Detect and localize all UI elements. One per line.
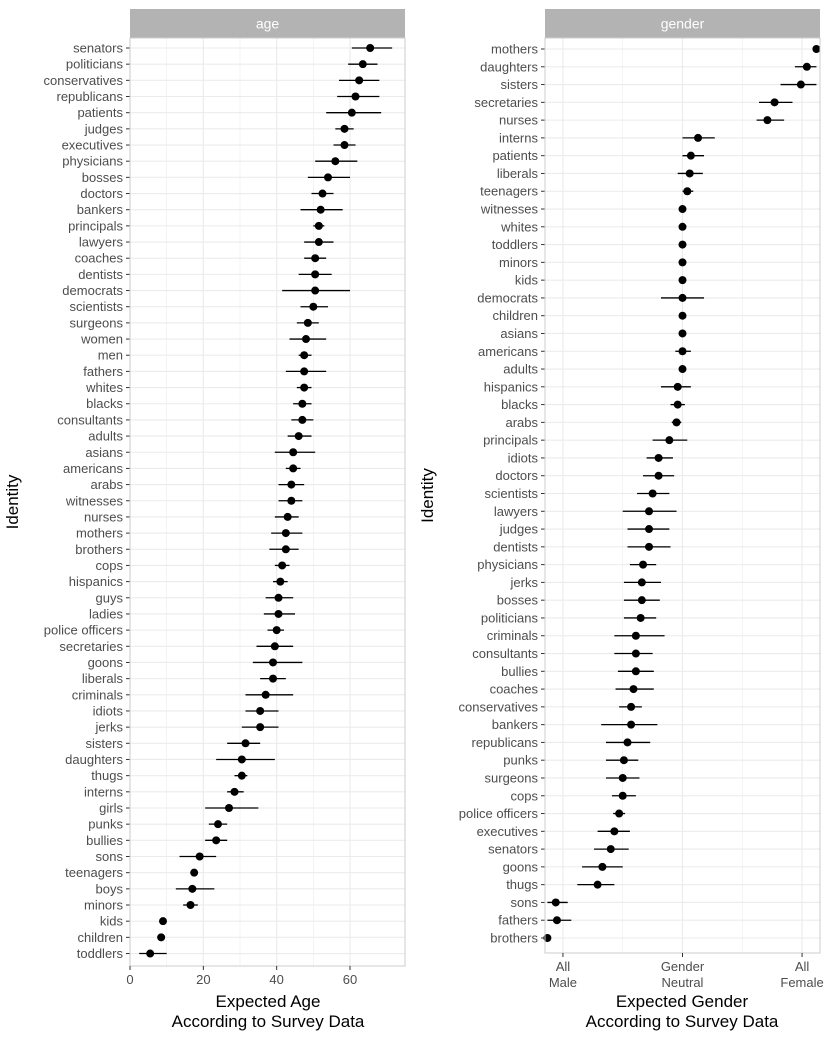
data-point (300, 384, 308, 392)
y-tick-label: girls (99, 800, 123, 816)
y-axis-title: Identity (418, 468, 437, 523)
y-tick-label: bankers (491, 717, 538, 733)
data-point (366, 44, 374, 52)
y-tick-label: republicans (471, 734, 538, 750)
data-point (315, 222, 323, 230)
y-tick-label: blacks (501, 397, 538, 413)
y-tick-label: politicians (480, 610, 538, 626)
data-point (188, 885, 196, 893)
y-tick-label: liberals (496, 165, 538, 181)
y-tick-label: bosses (81, 169, 123, 185)
data-point (797, 81, 805, 89)
y-tick-label: jerks (510, 574, 538, 590)
y-tick-label: fathers (83, 363, 123, 379)
data-point (679, 258, 687, 266)
data-point (146, 950, 154, 958)
y-tick-label: scientists (484, 486, 538, 501)
y-tick-label: teenagers (65, 865, 123, 881)
data-point (639, 561, 647, 569)
y-tick-label: mothers (76, 525, 123, 541)
y-tick-label: whites (86, 380, 123, 396)
data-point (632, 650, 640, 658)
y-tick-label: patients (492, 148, 538, 164)
data-point (620, 756, 628, 764)
data-point (619, 774, 627, 782)
data-point (317, 206, 325, 214)
y-tick-label: police officers (458, 806, 538, 822)
y-tick-label: surgeons (69, 315, 123, 331)
y-tick-label: physicians (477, 557, 538, 573)
strip-label: age (255, 15, 280, 32)
data-point (679, 294, 687, 302)
y-tick-label: secretaries (59, 638, 123, 654)
y-tick-label: executives (476, 823, 538, 839)
y-tick-label: idiots (507, 450, 538, 466)
data-point (275, 610, 283, 618)
data-point (679, 347, 687, 355)
data-point (686, 169, 694, 177)
y-tick-label: criminals (71, 687, 123, 703)
data-point (673, 418, 681, 426)
data-point (275, 594, 283, 602)
x-tick-label: Gender Neutral (660, 959, 705, 990)
data-point (225, 804, 233, 812)
y-tick-label: witnesses (65, 493, 123, 509)
y-tick-label: punks (88, 816, 123, 832)
y-tick-label: sons (95, 849, 123, 864)
y-tick-label: boys (95, 881, 123, 897)
data-point (298, 416, 306, 424)
x-tick-label: 40 (269, 972, 284, 987)
data-point (645, 525, 653, 533)
data-point (331, 157, 339, 165)
panel-gender (418, 9, 824, 1031)
y-tick-label: patients (77, 105, 123, 121)
data-point (309, 303, 317, 311)
y-tick-label: executives (61, 137, 123, 153)
data-point (598, 863, 606, 871)
data-point (256, 723, 264, 731)
data-point (694, 134, 702, 142)
y-tick-label: kids (99, 913, 123, 929)
y-tick-label: consultants (472, 646, 538, 662)
y-tick-label: goons (502, 859, 538, 875)
y-tick-label: interns (83, 784, 123, 800)
y-tick-label: punks (503, 752, 538, 768)
data-point (298, 400, 306, 408)
data-point (269, 675, 277, 683)
x-tick-label: 20 (196, 972, 211, 987)
data-point (637, 614, 645, 622)
y-tick-label: interns (498, 130, 538, 146)
data-point (352, 93, 360, 101)
data-point (311, 270, 319, 278)
data-point (594, 881, 602, 889)
data-point (302, 335, 310, 343)
y-tick-label: doctors (495, 468, 538, 484)
data-point (665, 436, 673, 444)
data-point (341, 125, 349, 133)
y-tick-label: witnesses (480, 201, 538, 217)
y-tick-label: arabs (505, 414, 538, 430)
y-tick-label: principals (68, 218, 123, 234)
y-tick-label: conservatives (458, 699, 538, 715)
y-tick-label: daughters (65, 751, 123, 767)
y-tick-label: brothers (75, 541, 123, 557)
x-axis-title: Expected Age According to Survey Data (171, 992, 365, 1031)
y-tick-label: sisters (85, 735, 123, 751)
x-tick-label: 0 (126, 972, 134, 987)
data-point (276, 578, 284, 586)
y-tick-label: politicians (65, 56, 123, 72)
data-point (679, 205, 687, 213)
y-tick-label: doctors (80, 186, 123, 202)
y-tick-label: conservatives (43, 72, 123, 88)
data-point (256, 707, 264, 715)
data-point (278, 561, 286, 569)
y-tick-label: scientists (69, 299, 123, 315)
y-tick-label: sisters (500, 77, 538, 93)
y-tick-label: senators (73, 40, 123, 56)
data-point (289, 464, 297, 472)
data-point (231, 788, 239, 796)
data-point (341, 141, 349, 149)
data-point (674, 383, 682, 391)
y-tick-label: children (492, 308, 538, 324)
data-point (315, 238, 323, 246)
data-point (803, 63, 811, 71)
y-tick-label: whites (501, 219, 538, 235)
data-point (638, 596, 646, 604)
y-tick-label: toddlers (491, 237, 538, 253)
y-tick-label: physicians (62, 153, 123, 169)
y-tick-label: lawyers (78, 234, 123, 250)
data-point (552, 898, 560, 906)
x-axis-title: Expected Gender According to Survey Data (585, 992, 779, 1031)
y-tick-label: teenagers (480, 183, 538, 199)
data-point (355, 76, 363, 84)
y-tick-label: consultants (57, 412, 123, 428)
data-point (196, 853, 204, 861)
y-tick-label: thugs (506, 877, 538, 893)
data-point (763, 116, 771, 124)
data-point (645, 543, 653, 551)
y-tick-label: ladies (89, 606, 123, 622)
y-tick-label: bosses (496, 592, 538, 608)
data-point (615, 810, 623, 818)
data-point (632, 667, 640, 675)
data-point (638, 578, 646, 586)
y-tick-label: coaches (74, 250, 123, 266)
data-point (190, 869, 198, 877)
y-tick-label: men (97, 347, 123, 363)
data-point (679, 223, 687, 231)
data-point (187, 901, 195, 909)
y-tick-label: republicans (56, 89, 123, 105)
x-tick-label: 60 (342, 972, 358, 987)
data-point (269, 658, 277, 666)
y-tick-label: dentists (78, 266, 123, 282)
data-point (655, 454, 663, 462)
y-tick-label: bankers (76, 202, 123, 218)
y-tick-label: toddlers (76, 946, 123, 962)
y-tick-label: senators (488, 841, 538, 857)
y-tick-label: children (77, 929, 123, 945)
data-point (619, 792, 627, 800)
y-tick-label: criminals (486, 628, 538, 644)
data-point (157, 933, 165, 941)
data-point (271, 642, 279, 650)
data-point (655, 472, 663, 480)
data-point (687, 152, 695, 160)
y-tick-label: coaches (489, 681, 538, 697)
x-tick-label: All Male (548, 959, 578, 990)
data-point (624, 738, 632, 746)
y-tick-label: judges (499, 521, 538, 537)
data-point (214, 820, 222, 828)
data-point (683, 187, 691, 195)
data-point (295, 432, 303, 440)
y-tick-label: kids (514, 272, 538, 288)
data-point (629, 685, 637, 693)
data-point (287, 497, 295, 505)
data-point (359, 60, 367, 68)
data-point (287, 481, 295, 489)
data-point (273, 626, 281, 634)
data-point (627, 721, 635, 729)
y-tick-label: blacks (86, 396, 123, 412)
y-tick-label: minors (83, 897, 123, 913)
y-tick-label: hispanics (68, 574, 123, 590)
data-point (282, 529, 290, 537)
y-tick-label: democrats (62, 283, 123, 299)
data-point (645, 507, 653, 515)
panel-age (3, 9, 405, 1031)
y-axis-title: Identity (3, 474, 22, 530)
data-point (238, 755, 246, 763)
data-point (304, 319, 312, 327)
y-tick-label: sons (510, 894, 538, 910)
y-tick-label: cops (95, 557, 123, 573)
x-tick-label: All Female (780, 959, 824, 990)
data-point (674, 401, 682, 409)
data-point (627, 703, 635, 711)
data-point (679, 312, 687, 320)
data-point (679, 329, 687, 337)
data-point (159, 917, 167, 925)
y-tick-label: idiots (92, 703, 123, 719)
y-tick-label: thugs (91, 768, 123, 784)
data-point (632, 632, 640, 640)
data-point (812, 45, 820, 53)
y-tick-label: arabs (90, 477, 123, 493)
y-tick-label: brothers (490, 930, 538, 946)
y-tick-label: adults (503, 361, 538, 377)
strip-label: gender (660, 15, 705, 32)
y-tick-label: asians (85, 444, 123, 460)
data-point (311, 287, 319, 295)
y-tick-label: judges (84, 121, 123, 137)
y-tick-label: jerks (95, 719, 123, 735)
data-point (679, 365, 687, 373)
y-tick-label: nurses (498, 112, 538, 128)
data-point (284, 513, 292, 521)
data-point (319, 190, 327, 198)
y-tick-label: women (81, 331, 123, 347)
y-tick-label: liberals (81, 671, 123, 687)
y-tick-label: americans (63, 460, 123, 476)
y-tick-label: guys (95, 590, 123, 606)
data-point (679, 241, 687, 249)
data-point (212, 836, 220, 844)
data-point (771, 98, 779, 106)
y-tick-label: adults (88, 428, 123, 444)
data-point (300, 351, 308, 359)
data-point (289, 448, 297, 456)
data-point (324, 173, 332, 181)
y-tick-label: principals (483, 432, 538, 448)
y-tick-label: surgeons (484, 770, 538, 786)
data-point (553, 916, 561, 924)
data-point (649, 490, 657, 498)
y-tick-label: fathers (498, 912, 538, 928)
data-point (679, 276, 687, 284)
y-tick-label: bullies (86, 832, 123, 848)
y-tick-label: mothers (491, 41, 538, 57)
data-point (311, 254, 319, 262)
y-tick-label: daughters (480, 59, 538, 75)
y-tick-label: democrats (477, 290, 538, 306)
y-tick-label: minors (498, 254, 538, 270)
y-tick-label: americans (478, 343, 538, 359)
data-point (607, 845, 615, 853)
y-tick-label: cops (510, 788, 538, 804)
y-tick-label: nurses (83, 509, 123, 525)
y-tick-label: secretaries (474, 94, 538, 110)
y-tick-label: hispanics (483, 379, 538, 395)
y-tick-label: goons (87, 654, 123, 670)
data-point (262, 691, 270, 699)
y-tick-label: bullies (501, 663, 538, 679)
y-tick-label: dentists (493, 539, 538, 555)
y-tick-label: lawyers (493, 503, 538, 519)
y-tick-label: police officers (43, 622, 123, 638)
data-point (610, 827, 618, 835)
data-point (238, 772, 246, 780)
data-point (282, 545, 290, 553)
data-point (348, 109, 356, 117)
y-tick-label: asians (500, 325, 538, 341)
data-point (242, 739, 250, 747)
data-point (300, 367, 308, 375)
